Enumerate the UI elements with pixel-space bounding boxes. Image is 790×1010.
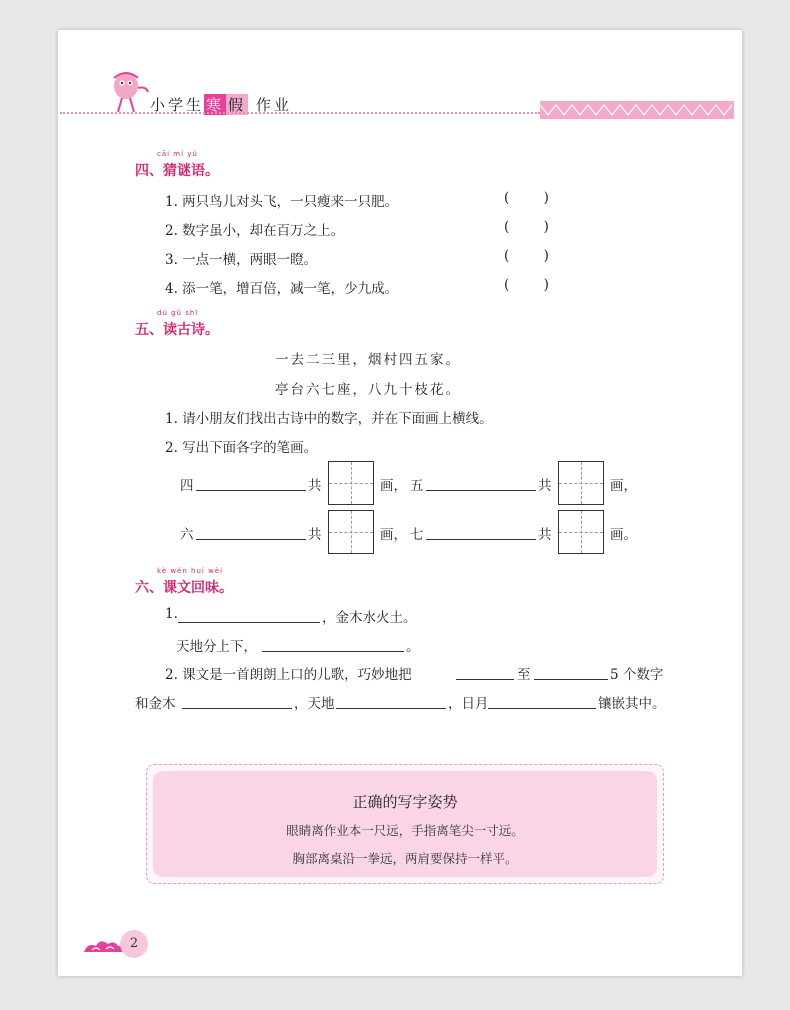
stroke-hua-si: 画， [380, 478, 407, 494]
section6-q2-blank-1[interactable] [456, 665, 514, 680]
section6-q1-number: 1. [165, 606, 178, 622]
stroke-char-liu: 六 [180, 527, 194, 543]
section6-pinyin: kè wén huí wèi [157, 567, 224, 575]
section6-q2-line1-c: 5 个数字 [610, 667, 664, 683]
section6-q1-blank[interactable] [178, 608, 320, 623]
stroke-blank-liu[interactable] [196, 525, 306, 540]
tip-line-1: 眼睛离作业本一尺远，手指离笔尖一寸远。 [286, 823, 524, 838]
riddle-1-answer[interactable]: ( ) [504, 190, 549, 206]
header-zigzag-band [540, 101, 734, 119]
section6-q2-line1-b: 至 [517, 667, 531, 683]
stroke-char-si: 四 [180, 478, 194, 494]
section6-q2-blank-5[interactable] [488, 694, 596, 709]
stroke-count-box-qi[interactable] [558, 510, 604, 554]
stroke-gong-si: 共 [308, 478, 322, 494]
stroke-blank-si[interactable] [196, 476, 306, 491]
writing-posture-tip-box [146, 764, 664, 884]
riddle-2-answer[interactable]: ( ) [504, 219, 549, 235]
stroke-hua-qi: 画。 [610, 527, 637, 543]
section5-question-2: 2. 写出下面各字的笔画。 [165, 440, 318, 456]
section6-q1-end: ，金木水火土。 [322, 610, 417, 626]
riddle-2: 2. 数字虽小，却在百万之上。 [165, 223, 345, 239]
stroke-blank-wu[interactable] [426, 476, 536, 491]
stroke-gong-wu: 共 [538, 478, 552, 494]
stroke-char-wu: 五 [410, 478, 424, 494]
section6-q2-blank-4[interactable] [336, 694, 446, 709]
section5-title: 五、读古诗。 [135, 322, 219, 338]
section5-pinyin: dú gǔ shī [157, 309, 199, 317]
section6-q1b-start: 天地分上下， [176, 639, 257, 655]
riddle-4-answer[interactable]: ( ) [504, 277, 549, 293]
section6-q1b-end: 。 [406, 639, 420, 655]
section6-q2-line2-c: ，日月 [448, 696, 489, 712]
section6-title: 六、课文回味。 [135, 580, 233, 596]
page-number: 2 [120, 930, 148, 958]
mascot-icon [100, 68, 152, 116]
section6-q2-line1-a: 2. 课文是一首朗朗上口的儿歌，巧妙地把 [165, 667, 412, 683]
section6-q1b-blank[interactable] [262, 637, 404, 652]
section6-q2-blank-2[interactable] [534, 665, 608, 680]
riddle-4: 4. 添一笔，增百倍，减一笔，少九成。 [165, 281, 399, 297]
stroke-hua-wu: 画， [610, 478, 637, 494]
tip-line-2: 胸部离桌沿一拳远，两肩要保持一样平。 [292, 851, 518, 866]
stroke-char-qi: 七 [410, 527, 424, 543]
section6-q2-line2-a: 和金木 [135, 696, 176, 712]
riddle-3: 3. 一点一横，两眼一瞪。 [165, 252, 318, 268]
header-dotted-line [60, 112, 540, 114]
section5-question-1: 1. 请小朋友们找出古诗中的数字，并在下面画上横线。 [165, 411, 493, 427]
section6-q2-line2-b: ，天地 [294, 696, 335, 712]
section4-title: 四、猜谜语。 [135, 163, 219, 179]
section6-q2-line2-d: 镶嵌其中。 [598, 696, 666, 712]
stroke-gong-qi: 共 [538, 527, 552, 543]
riddle-1: 1. 两只鸟儿对头飞，一只瘦来一只肥。 [165, 194, 399, 210]
tip-inner-panel [153, 771, 657, 877]
poem-line-2: 亭台六七座，八九十枝花。 [275, 382, 461, 398]
stroke-blank-qi[interactable] [426, 525, 536, 540]
riddle-3-answer[interactable]: ( ) [504, 248, 549, 264]
section6-q2-blank-3[interactable] [182, 694, 292, 709]
stroke-count-box-liu[interactable] [328, 510, 374, 554]
stroke-count-box-wu[interactable] [558, 461, 604, 505]
poem-line-1: 一去二三里，烟村四五家。 [275, 352, 461, 368]
header-title: 小学生 寒 假 作业 [150, 96, 292, 114]
stroke-gong-liu: 共 [308, 527, 322, 543]
stroke-count-box-si[interactable] [328, 461, 374, 505]
section4-pinyin: cāi mí yǔ [157, 150, 198, 158]
tip-title: 正确的写字姿势 [352, 793, 458, 811]
stroke-hua-liu: 画， [380, 527, 407, 543]
